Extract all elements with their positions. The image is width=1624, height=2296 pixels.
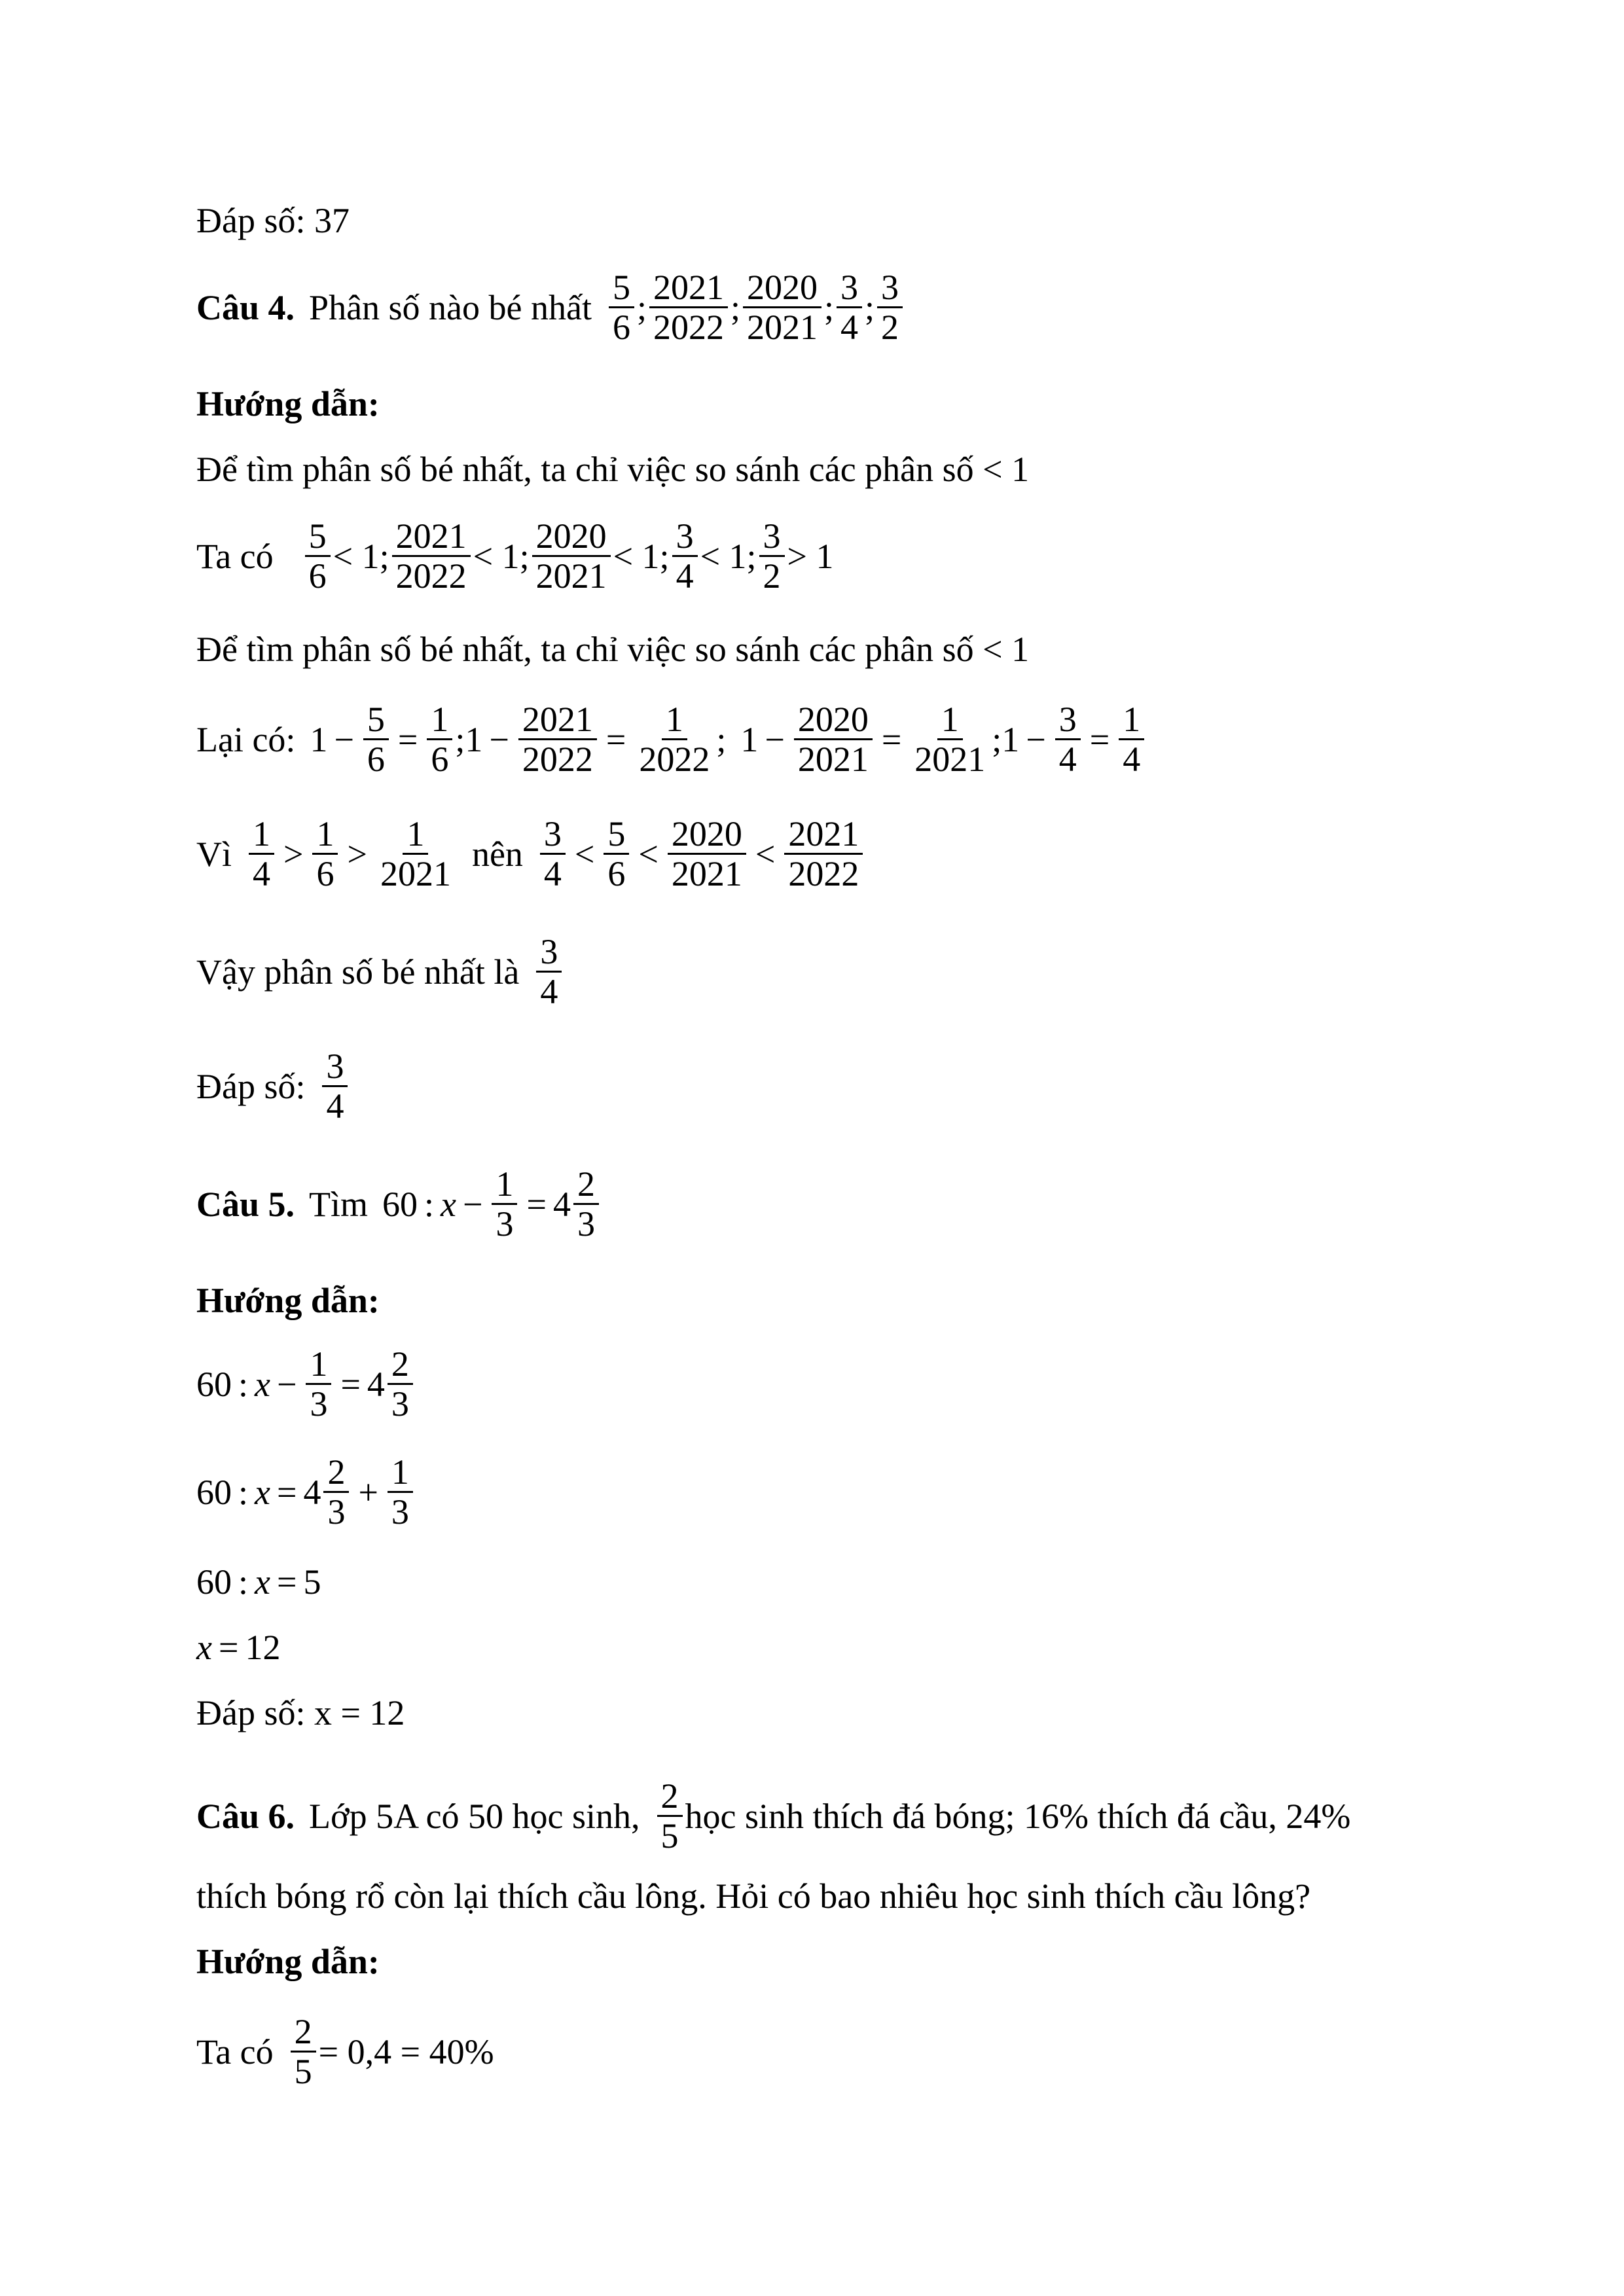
fraction: 3 4 [837,268,862,347]
fraction: 3 2 [877,268,903,347]
fraction: 3 4 [540,815,566,893]
fraction: 2020 2021 [668,815,746,893]
question-5-label: Câu 5. [196,1184,295,1224]
question-6-line-2: thích bóng rổ còn lại thích cầu lông. Hỏi có bao nhiêu học sinh thích cầu lông? [196,1876,1311,1916]
mixed-number: 4 2 3 [553,1165,602,1244]
fraction: 5 6 [604,815,629,893]
fraction: $\frac{1}{2022}$ [639,700,710,780]
question-6-step-1: Ta có $\frac{2}{5}$ = 0,4 = 40% [196,2012,494,2092]
question-4-conclusion: Vậy phân số bé nhất là 3 4 [196,933,564,1011]
question-4: Câu 4. Phân số nào bé nhất 5 6 ; 2021 2022 ; 2020 2021 ; 3 4 ; 3 2 [196,268,905,347]
fraction: $\frac{3}{4}$ [1055,700,1081,779]
question-6-guide-heading: Hướng dẫn: [196,1942,380,1981]
fraction: $\frac{5}{6}$ [363,700,389,779]
fraction: 5 6 [609,268,634,347]
fraction: 2021 2022 [392,517,471,596]
question-4-order-line: Vì 1 4 > 1 6 > 1 2021 nên 3 4 < 5 6 < 2020 2021 < 2021 2022 [196,815,865,893]
fraction: 2020 2021 [532,517,611,596]
fraction: 5 6 [305,517,331,596]
fraction: $\frac{2}{5}$ [291,2013,316,2091]
fraction: 1 2021 [380,814,451,894]
question-6-line-1: Câu 6. Lớp 5A có 50 học sinh, 2 5 học sinh thích đá bóng; 16% thích đá cầu, 24% [196,1776,1351,1856]
question-5: Câu 5. Tìm 60 : x − $\frac{1}{3}$ = 4 2 3 [196,1165,602,1244]
question-4-guide-heading: Hướng dẫn: [196,384,380,423]
question-5-step-4: x = 12 [196,1628,281,1667]
fraction: 3 4 [536,933,562,1011]
fraction: 2021 2022 [784,815,863,893]
fraction: $\frac{1}{4}$ [1119,700,1144,779]
question-5-step-3: 60 : x = 5 [196,1562,321,1602]
fraction: $\frac{1}{3}$ [388,1453,413,1532]
question-6-label: Câu 6. [196,1796,295,1836]
question-4-compare-line: Ta có 5 6 < 1; 2021 2022 < 1; 2020 2021 < 1; 3 4 < 1; 3 2 > 1 [196,516,834,596]
question-4-difference-line: Lại có: 1 − $\frac{5}{6}$ = $\frac{1}{6}$ ; 1 − $\frac{2021}{2022}$ = $\frac{1}{2022}$ ; 1 − $\frac{2020}{2021}$ = $\frac{1}{2021}$ ; 1 − $\frac{3}{4}$ = $\frac{1}{4}$ [196,700,1147,779]
fraction: $\frac{1}{3}$ [492,1165,517,1244]
fraction: $\frac{1}{2021}$ [914,700,986,780]
mixed-number: 4 2 3 [303,1453,352,1532]
mixed-number: 4 2 3 [367,1345,416,1424]
fraction: 2021 2022 [649,268,728,347]
question-4-text: Phân số nào bé nhất [309,287,592,327]
fraction: $\frac{1}{3}$ [306,1345,331,1424]
question-4-label: Câu 4. [196,287,295,327]
fraction: 1 6 [312,815,338,893]
question-5-guide-heading: Hướng dẫn: [196,1281,380,1320]
fraction: 3 2 [759,517,785,596]
fraction: 3 4 [672,517,698,596]
fraction: 3 4 [322,1047,348,1126]
fraction: $\frac{2020}{2021}$ [794,700,873,779]
question-4-guide-line-1: Để tìm phân số bé nhất, ta chỉ việc so sánh các phân số < 1 [196,450,1030,489]
fraction: 2 5 [657,1777,683,1856]
previous-answer: Đáp số: 37 [196,201,350,240]
question-4-guide-line-3: Để tìm phân số bé nhất, ta chỉ việc so sánh các phân số < 1 [196,630,1030,669]
question-5-step-1: 60 : x − $\frac{1}{3}$ = 4 2 3 [196,1345,416,1424]
question-5-step-2: 60 : x = 4 2 3 + $\frac{1}{3}$ [196,1453,416,1532]
fraction: $\frac{1}{6}$ [427,700,452,779]
question-5-answer: Đáp số: x = 12 [196,1693,405,1732]
question-4-answer: Đáp số: 3 4 [196,1047,350,1126]
fraction: 2020 2021 [743,268,821,347]
fraction: $\frac{2021}{2022}$ [518,700,597,779]
fraction: 1 4 [249,815,274,893]
